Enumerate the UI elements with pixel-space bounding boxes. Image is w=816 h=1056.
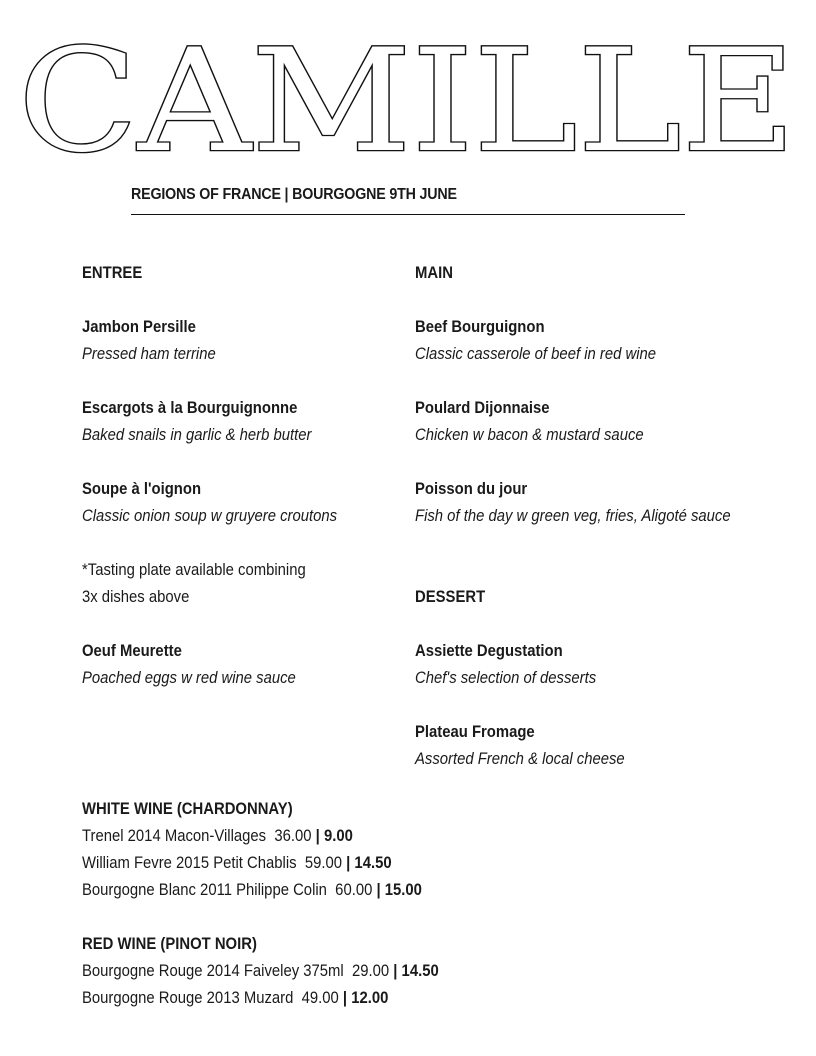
price-separator: | (393, 962, 398, 980)
price-separator: | (315, 827, 320, 845)
wine-row (82, 823, 712, 850)
item-name: Plateau Fromage (415, 723, 535, 741)
bottle-price: 59.00 (304, 854, 343, 872)
menu-item (82, 476, 402, 530)
price-separator: | (342, 989, 348, 1007)
glass-price: 14.50 (354, 854, 392, 872)
bottle-price: 49.00 (301, 989, 339, 1007)
logo-text: CAMILLE (18, 28, 796, 158)
wine-row (82, 850, 712, 877)
camille-logo (18, 28, 798, 158)
glass-price: 14.50 (401, 962, 439, 980)
wine-list (82, 796, 782, 1012)
menu-item (415, 719, 795, 773)
tasting-plate-note-line2: 3x dishes above (82, 588, 190, 606)
item-description: Poached eggs w red wine sauce (82, 669, 296, 687)
header-divider (131, 214, 685, 215)
bottle-price: 60.00 (335, 881, 373, 899)
item-description: Chef's selection of desserts (415, 669, 597, 687)
menu-item (82, 314, 402, 368)
item-description: Pressed ham terrine (82, 345, 216, 363)
item-description: Classic casserole of beef in red wine (415, 345, 657, 363)
wine-name: William Fevre 2015 Petit Chablis (82, 854, 297, 872)
item-name: Oeuf Meurette (82, 642, 182, 660)
item-name: Poulard Dijonnaise (415, 399, 550, 417)
menu-item (415, 314, 795, 368)
wine-name: Bourgogne Rouge 2013 Muzard (82, 989, 294, 1007)
price-separator: | (376, 881, 381, 899)
glass-price: 9.00 (323, 827, 353, 845)
tasting-plate-note: *Tasting plate available combining (82, 561, 306, 579)
item-description: Classic onion soup w gruyere croutons (82, 507, 338, 525)
main-dessert-column (415, 260, 795, 773)
wine-name: Bourgogne Rouge 2014 Faiveley 375ml (82, 962, 344, 980)
item-name: Poisson du jour (415, 480, 528, 498)
red-wine-heading: RED WINE (PINOT NOIR) (82, 935, 257, 953)
item-description: Chicken w bacon & mustard sauce (415, 426, 644, 444)
dessert-heading: DESSERT (415, 588, 486, 606)
item-description: Baked snails in garlic & herb butter (82, 426, 312, 444)
glass-price: 15.00 (384, 881, 422, 899)
wine-row (82, 985, 712, 1012)
item-name: Soupe à l'oignon (82, 480, 202, 498)
menu-item (82, 638, 402, 692)
wine-row (82, 877, 712, 904)
wine-name: Trenel 2014 Macon-Villages (82, 827, 267, 845)
item-name: Assiette Degustation (415, 642, 563, 660)
bottle-price: 29.00 (351, 962, 390, 980)
menu-subtitle: REGIONS OF FRANCE | BOURGOGNE 9TH JUNE (131, 186, 457, 203)
bottle-price: 36.00 (274, 827, 312, 845)
menu-item (82, 395, 402, 449)
item-name: Escargots à la Bourguignonne (82, 399, 298, 417)
price-separator: | (346, 854, 351, 872)
wine-name: Bourgogne Blanc 2011 Philippe Colin (82, 881, 327, 899)
menu-item (415, 638, 795, 692)
item-description: Fish of the day w green veg, fries, Aligoté sauce (415, 507, 731, 525)
entree-heading: ENTREE (82, 264, 143, 282)
item-name: Beef Bourguignon (415, 318, 545, 336)
item-name: Jambon Persille (82, 318, 196, 336)
menu-item (415, 476, 795, 530)
glass-price: 12.00 (351, 989, 389, 1007)
entree-column (82, 260, 402, 692)
main-heading: MAIN (415, 264, 453, 282)
white-wine-heading: WHITE WINE (CHARDONNAY) (82, 800, 293, 818)
wine-row (82, 958, 712, 985)
item-description: Assorted French & local cheese (415, 750, 625, 768)
menu-item (415, 395, 795, 449)
